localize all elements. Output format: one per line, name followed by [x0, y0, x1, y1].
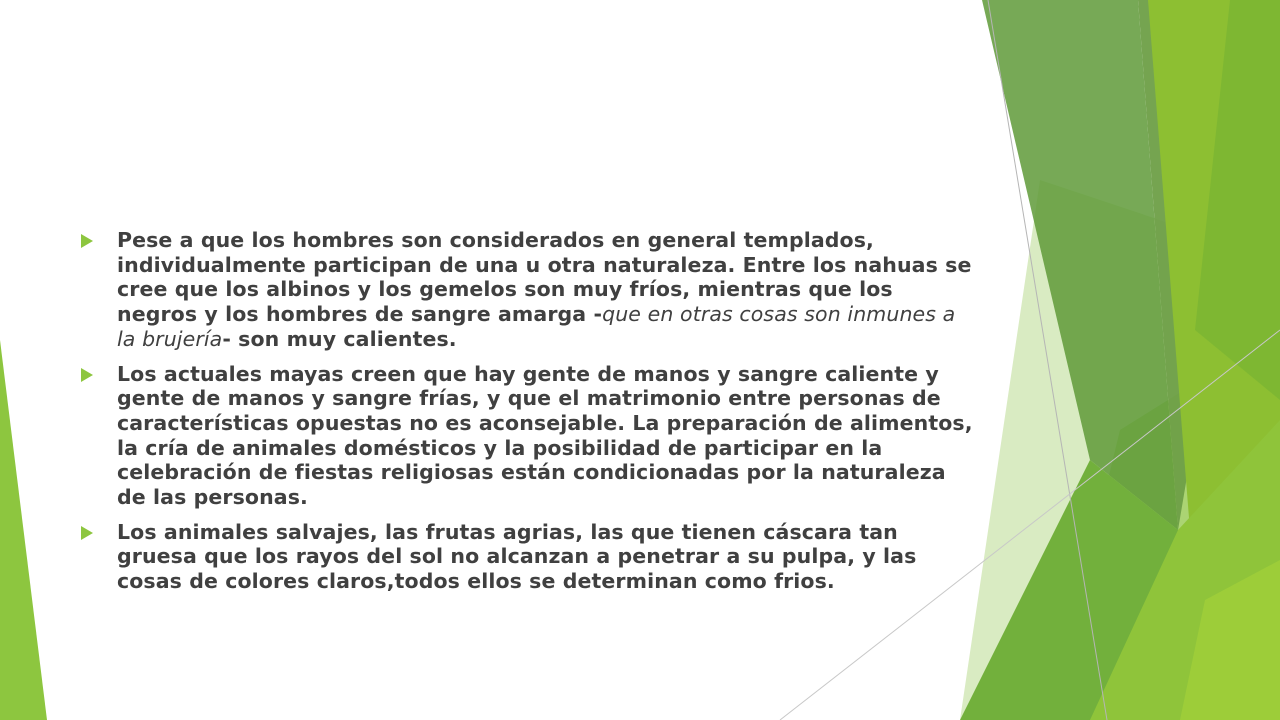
bullet-text-emphasis: que en otras cosas son inmunes a la brujería [117, 302, 956, 351]
bullet-text-after: - son muy calientes. [222, 326, 457, 351]
triangle-right-icon [80, 234, 94, 248]
triangle-right-icon [80, 368, 94, 382]
bullet-list [80, 228, 980, 604]
bullet-text: Los actuales mayas creen que hay gente de manos y sangre caliente y gente de manos y sangre frías, y que el matrimonio entre personas de características opuestas no es aconsejable. La preparación de alimentos, la cría de animales domésticos y la posibilidad de participar en la celebración de fiestas religiosas están condicionadas por la naturaleza de las personas. [117, 361, 973, 510]
triangle-right-icon [80, 526, 94, 540]
bullet-item [80, 228, 980, 352]
bullet-item [80, 520, 980, 594]
bullet-item [80, 362, 980, 510]
bullet-text: Los animales salvajes, las frutas agrias, las que tienen cáscara tan gruesa que los rayos del sol no alcanzan a penetrar a su pulpa, y las cosas de colores claros,todos ellos se determinan como frios. [117, 519, 917, 594]
bullet-text-before: Pese a que los hombres son considerados en general templados, individualmente participan de una u otra naturaleza. Entre los nahuas se cree que los albinos y los gemelos son muy fríos, mientras que los negros y los hombres de sangre amarga - [117, 228, 972, 327]
left-green-strip [0, 340, 47, 720]
